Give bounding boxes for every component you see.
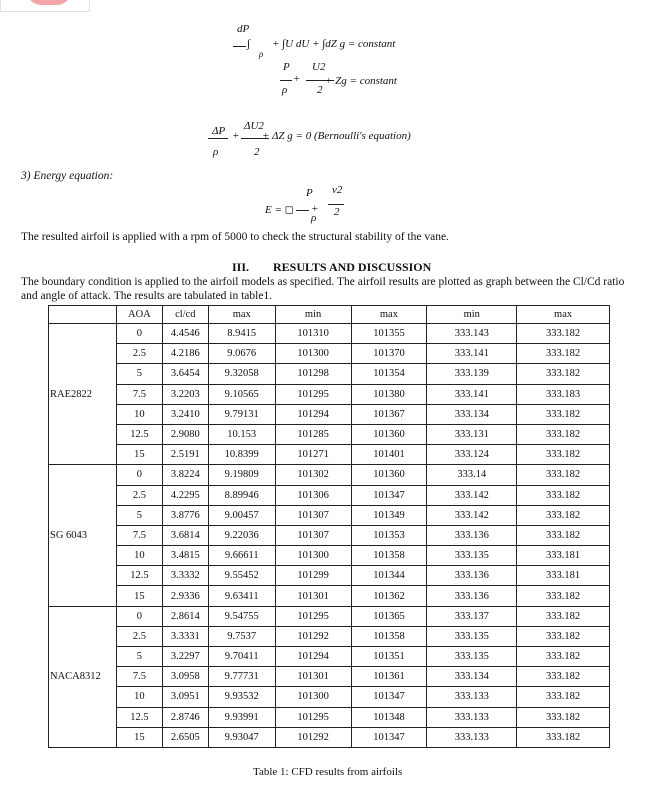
table-cell: 8.89946 (208, 485, 275, 505)
table-row (49, 626, 610, 646)
table-cell: 7.5 (116, 667, 162, 687)
table-cell: 101302 (275, 465, 351, 485)
table-cell: 12.5 (116, 707, 162, 727)
table-cell: 333.182 (517, 505, 610, 525)
table-cell: 15 (116, 727, 162, 747)
table-row (49, 687, 610, 707)
table-cell: 101307 (275, 505, 351, 525)
table-cell: 101300 (275, 546, 351, 566)
table-cell: 333.137 (427, 606, 517, 626)
table-cell: 101300 (275, 687, 351, 707)
eq4-e: E = ◻ (265, 204, 294, 216)
table-cell: 101347 (351, 485, 427, 505)
table-cell: 15 (116, 586, 162, 606)
eq1-numerator: dP (237, 23, 250, 35)
table-cell: 2.9080 (162, 424, 208, 444)
table-row (49, 465, 610, 485)
table-cell: 333.182 (517, 687, 610, 707)
eq3-du2: ΔU2 (244, 120, 264, 132)
table-cell: 101300 (275, 344, 351, 364)
table-cell: 101360 (351, 465, 427, 485)
table-cell: 9.54755 (208, 606, 275, 626)
table-cell: 101347 (351, 687, 427, 707)
table-cell: 101294 (275, 647, 351, 667)
table-row (49, 324, 610, 344)
eq4-p: P (306, 187, 313, 199)
table-cell: 7.5 (116, 384, 162, 404)
table-row (49, 364, 610, 384)
table-row (49, 485, 610, 505)
energy-equation-label: 3) Energy equation: (21, 170, 114, 182)
table-cell: 333.133 (427, 727, 517, 747)
table-cell: 10 (116, 687, 162, 707)
eq1-fraction-bar (233, 46, 246, 47)
table-cell: 9.19809 (208, 465, 275, 485)
header-cell: min (427, 306, 517, 324)
table-cell: 9.63411 (208, 586, 275, 606)
table-cell: 0 (116, 465, 162, 485)
journal-logo (0, 0, 90, 12)
table-cell: 2.5 (116, 626, 162, 646)
table-cell: 2.9336 (162, 586, 208, 606)
table-caption: Table 1: CFD results from airfoils (253, 766, 403, 778)
table-cell: 101354 (351, 364, 427, 384)
table-cell: 333.182 (517, 324, 610, 344)
table-cell: 101347 (351, 727, 427, 747)
section-heading: III. RESULTS AND DISCUSSION (232, 260, 432, 274)
table-cell: 101365 (351, 606, 427, 626)
table-cell: 333.182 (517, 364, 610, 384)
table-cell: 9.77731 (208, 667, 275, 687)
table-cell: 333.181 (517, 566, 610, 586)
table-cell: 333.183 (517, 384, 610, 404)
table-cell: 101370 (351, 344, 427, 364)
table-cell: 3.3331 (162, 626, 208, 646)
table-cell: 10.8399 (208, 445, 275, 465)
table-cell: 333.133 (427, 687, 517, 707)
boundary-line-1: The boundary condition is applied to the airfoil models as specified. The airfoil results are plotted as graph between the Cl/Cd ratio (21, 276, 625, 288)
table-cell: 333.182 (517, 424, 610, 444)
eq3-rest: + ΔZ g = 0 (Bernoulli's equation) (262, 130, 411, 142)
table-cell: 10 (116, 404, 162, 424)
table-cell: 333.182 (517, 626, 610, 646)
table-cell: 101292 (275, 626, 351, 646)
header-cell: max (351, 306, 427, 324)
eq3-rho: ρ (213, 146, 219, 158)
table-row (49, 707, 610, 727)
table-row (49, 586, 610, 606)
table-cell: 333.136 (427, 586, 517, 606)
table-cell: 8.9415 (208, 324, 275, 344)
header-cell: AOA (116, 306, 162, 324)
table-cell: 333.135 (427, 626, 517, 646)
table-cell: 9.93532 (208, 687, 275, 707)
table-cell: 101355 (351, 324, 427, 344)
table-cell: 101358 (351, 626, 427, 646)
table-cell: 15 (116, 445, 162, 465)
table-cell: 10.153 (208, 424, 275, 444)
table-cell: 333.182 (517, 586, 610, 606)
header-cell: max (517, 306, 610, 324)
table-cell: 9.32058 (208, 364, 275, 384)
header-cell: max (208, 306, 275, 324)
table-header (49, 306, 610, 324)
table-cell: 333.182 (517, 647, 610, 667)
table-row (49, 647, 610, 667)
table-cell: 3.3332 (162, 566, 208, 586)
table-cell: 101361 (351, 667, 427, 687)
table-cell: 101349 (351, 505, 427, 525)
table-cell: 4.4546 (162, 324, 208, 344)
boundary-line-2: and angle of attack. The results are tabulated in table1. (21, 290, 273, 302)
table-cell: 9.22036 (208, 525, 275, 545)
eq4-bar-1 (296, 210, 309, 211)
table-cell: 3.0958 (162, 667, 208, 687)
table-row (49, 424, 610, 444)
table-cell: 9.93991 (208, 707, 275, 727)
table-cell: 3.8224 (162, 465, 208, 485)
eq4-v2: v2 (332, 184, 343, 196)
table-cell: 333.143 (427, 324, 517, 344)
table-cell: 101295 (275, 707, 351, 727)
table-cell: 101295 (275, 606, 351, 626)
header-cell: cl/cd (162, 306, 208, 324)
table-cell: 333.182 (517, 344, 610, 364)
table-row (49, 384, 610, 404)
table-cell: 2.5 (116, 344, 162, 364)
eq4-bar-2 (328, 204, 344, 205)
eq2-plus: + (293, 73, 301, 85)
table-row (49, 525, 610, 545)
table-cell: 4.2295 (162, 485, 208, 505)
table-cell: 333.181 (517, 546, 610, 566)
table-cell: 101295 (275, 384, 351, 404)
table-cell: 3.4815 (162, 546, 208, 566)
table-cell: 0 (116, 606, 162, 626)
header-cell (49, 306, 117, 324)
table-cell: 101351 (351, 647, 427, 667)
table-cell: 9.10565 (208, 384, 275, 404)
table-row (49, 344, 610, 364)
eq4-rho: ρ (311, 212, 317, 224)
table-row (49, 404, 610, 424)
eq2-two: 2 (317, 84, 323, 96)
eq4-plus: + (311, 203, 319, 215)
table-cell: 333.14 (427, 465, 517, 485)
table-cell: 333.136 (427, 566, 517, 586)
table-cell: 9.55452 (208, 566, 275, 586)
table-cell: 101367 (351, 404, 427, 424)
table-cell: 7.5 (116, 525, 162, 545)
eq3-two: 2 (254, 146, 260, 158)
eq1-rho: ρ (259, 49, 264, 59)
table-cell: 333.182 (517, 485, 610, 505)
table-cell: 333.141 (427, 384, 517, 404)
table-cell: 101301 (275, 586, 351, 606)
table-cell: 101298 (275, 364, 351, 384)
table-cell: 333.182 (517, 445, 610, 465)
table-cell: 3.0951 (162, 687, 208, 707)
table-cell: 12.5 (116, 424, 162, 444)
table-cell: 333.134 (427, 667, 517, 687)
table-cell: 101362 (351, 586, 427, 606)
eq2-rho: ρ (282, 84, 288, 96)
table-cell: 9.79131 (208, 404, 275, 424)
table-cell: 333.134 (427, 404, 517, 424)
table-cell: 3.2410 (162, 404, 208, 424)
table-cell: 5 (116, 647, 162, 667)
table-cell: 101348 (351, 707, 427, 727)
table-cell: 9.7537 (208, 626, 275, 646)
table-row (49, 566, 610, 586)
table-cell: 101401 (351, 445, 427, 465)
table-cell: 101358 (351, 546, 427, 566)
table-cell: 101307 (275, 525, 351, 545)
table-cell: 333.182 (517, 404, 610, 424)
table-cell: 333.182 (517, 606, 610, 626)
table-cell: 333.182 (517, 525, 610, 545)
table-cell: 2.6505 (162, 727, 208, 747)
table-cell: 333.142 (427, 485, 517, 505)
rpm-paragraph: The resulted airfoil is applied with a rpm of 5000 to check the structural stability of the vane. (21, 231, 449, 243)
table-cell: 101301 (275, 667, 351, 687)
table-cell: 2.5 (116, 485, 162, 505)
table-cell: 333.139 (427, 364, 517, 384)
table-cell: 333.182 (517, 707, 610, 727)
airfoil-name-cell: RAE2822 (49, 324, 117, 465)
table-cell: 333.135 (427, 546, 517, 566)
table-cell: 2.8614 (162, 606, 208, 626)
table-row (49, 445, 610, 465)
table-cell: 5 (116, 505, 162, 525)
table-row (49, 667, 610, 687)
table-cell: 101344 (351, 566, 427, 586)
table-cell: 101271 (275, 445, 351, 465)
table-cell: 101310 (275, 324, 351, 344)
eq3-plus: + (232, 130, 240, 142)
airfoil-name-cell: NACA8312 (49, 606, 117, 747)
table-cell: 333.135 (427, 647, 517, 667)
table-cell: 333.182 (517, 727, 610, 747)
table-cell: 101380 (351, 384, 427, 404)
table-cell: 101299 (275, 566, 351, 586)
table-cell: 101285 (275, 424, 351, 444)
eq1-integral-sign: ∫ (247, 38, 251, 50)
table-row (49, 727, 610, 747)
header-row (49, 306, 610, 324)
table-cell: 333.131 (427, 424, 517, 444)
table-body (49, 324, 610, 748)
table-row (49, 505, 610, 525)
eq3-dp: ΔP (212, 125, 226, 137)
table-cell: 4.2186 (162, 344, 208, 364)
eq2-rest: + Zg = constant (325, 75, 397, 87)
table-cell: 3.8776 (162, 505, 208, 525)
table-cell: 333.182 (517, 667, 610, 687)
table-cell: 3.6454 (162, 364, 208, 384)
table-cell: 333.141 (427, 344, 517, 364)
airfoil-name-cell: SG 6043 (49, 465, 117, 606)
cfd-results-table (48, 305, 610, 748)
table-cell: 333.124 (427, 445, 517, 465)
table-cell: 2.8746 (162, 707, 208, 727)
table-row (49, 606, 610, 626)
table-cell: 5 (116, 364, 162, 384)
table-cell: 9.93047 (208, 727, 275, 747)
table-cell: 333.182 (517, 465, 610, 485)
table-cell: 2.5191 (162, 445, 208, 465)
table-cell: 333.133 (427, 707, 517, 727)
table-cell: 9.0676 (208, 344, 275, 364)
table-cell: 101353 (351, 525, 427, 545)
table-cell: 101292 (275, 727, 351, 747)
table-row (49, 546, 610, 566)
table-cell: 3.2297 (162, 647, 208, 667)
table-cell: 9.66611 (208, 546, 275, 566)
table-cell: 3.6814 (162, 525, 208, 545)
eq3-bar-1 (208, 138, 228, 139)
table-cell: 333.142 (427, 505, 517, 525)
table-cell: 9.70411 (208, 647, 275, 667)
eq4-two: 2 (334, 206, 340, 218)
eq2-p: P (283, 61, 290, 73)
table-cell: 101306 (275, 485, 351, 505)
eq2-bar-1 (280, 80, 292, 81)
eq2-u2: U2 (312, 61, 326, 73)
table-cell: 9.00457 (208, 505, 275, 525)
table-cell: 3.2203 (162, 384, 208, 404)
eq1-rest: + ∫U dU + ∫dZ g = constant (272, 38, 396, 50)
table-cell: 12.5 (116, 566, 162, 586)
table-cell: 101360 (351, 424, 427, 444)
header-cell: min (275, 306, 351, 324)
table-cell: 0 (116, 324, 162, 344)
table-cell: 101294 (275, 404, 351, 424)
table-cell: 333.136 (427, 525, 517, 545)
table-cell: 10 (116, 546, 162, 566)
